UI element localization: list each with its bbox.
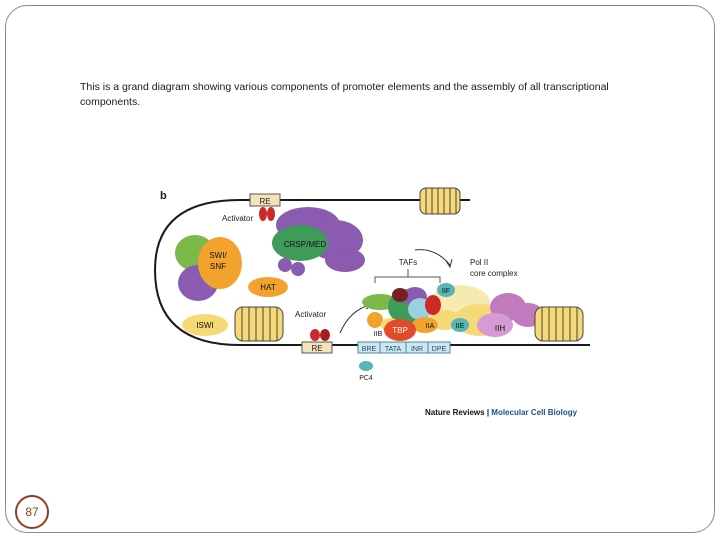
dpe-label: DPE <box>431 346 447 353</box>
journal-name: Nature Reviews <box>425 408 485 417</box>
iih-label: IIH <box>494 324 506 333</box>
swi-snf-label-1: SWI/ <box>209 251 227 260</box>
activator-label-bottom: Activator <box>295 310 327 319</box>
iie-label: IIE <box>455 323 465 330</box>
panel-label: b <box>160 190 167 202</box>
pc4-label: PC4 <box>359 375 373 382</box>
recruitment-arrow-left <box>340 305 370 333</box>
iib-label: IIB <box>373 331 383 338</box>
pol-ii-label-2: core complex <box>470 269 518 278</box>
re-label-bottom: RE <box>311 344 323 353</box>
pol-ii-label-1: Pol II <box>470 258 489 267</box>
pc4-factor <box>359 361 373 371</box>
slide-caption: This is a grand diagram showing various components of promoter elements and the assembly of all transcriptional components. <box>80 81 609 108</box>
slide-number: 87 <box>25 505 39 519</box>
iswi-label: ISWI <box>196 321 214 330</box>
journal-separator: | <box>484 408 492 417</box>
nucleosome-bottom-right <box>535 307 583 341</box>
recruitment-arrow-right-head <box>446 259 452 267</box>
re-label-top: RE <box>259 197 271 206</box>
transcription-assembly-diagram <box>150 185 610 425</box>
nucleosome-bottom-left <box>235 307 283 341</box>
iia-label: IIA <box>425 323 435 330</box>
swi-snf-complex <box>175 235 242 301</box>
tata-label: TATA <box>384 346 402 353</box>
tafs-bracket <box>375 277 440 283</box>
activator-label-top: Activator <box>222 214 254 223</box>
tafs-label: TAFs <box>398 258 418 267</box>
iif-label: IIF <box>441 288 451 295</box>
crsp-med-label: CRSP/MED <box>283 240 327 249</box>
journal-section: Molecular Cell Biology <box>491 408 578 417</box>
slide-number-badge <box>15 495 49 529</box>
inr-label: INR <box>410 346 424 353</box>
swi-snf-label-2: SNF <box>210 262 226 271</box>
activator-bottom-subunit-1 <box>310 329 320 341</box>
nucleosome-top <box>420 188 460 214</box>
hat-label: HAT <box>260 283 276 292</box>
activator-bottom-subunit-2 <box>320 329 330 341</box>
journal-credit <box>425 408 578 417</box>
recruitment-arrow-right <box>415 250 450 265</box>
activator-top-subunit-2 <box>267 207 275 221</box>
activator-top-subunit-1 <box>259 207 267 221</box>
tbp-label: TBP <box>392 326 408 335</box>
bre-label: BRE <box>361 346 377 353</box>
